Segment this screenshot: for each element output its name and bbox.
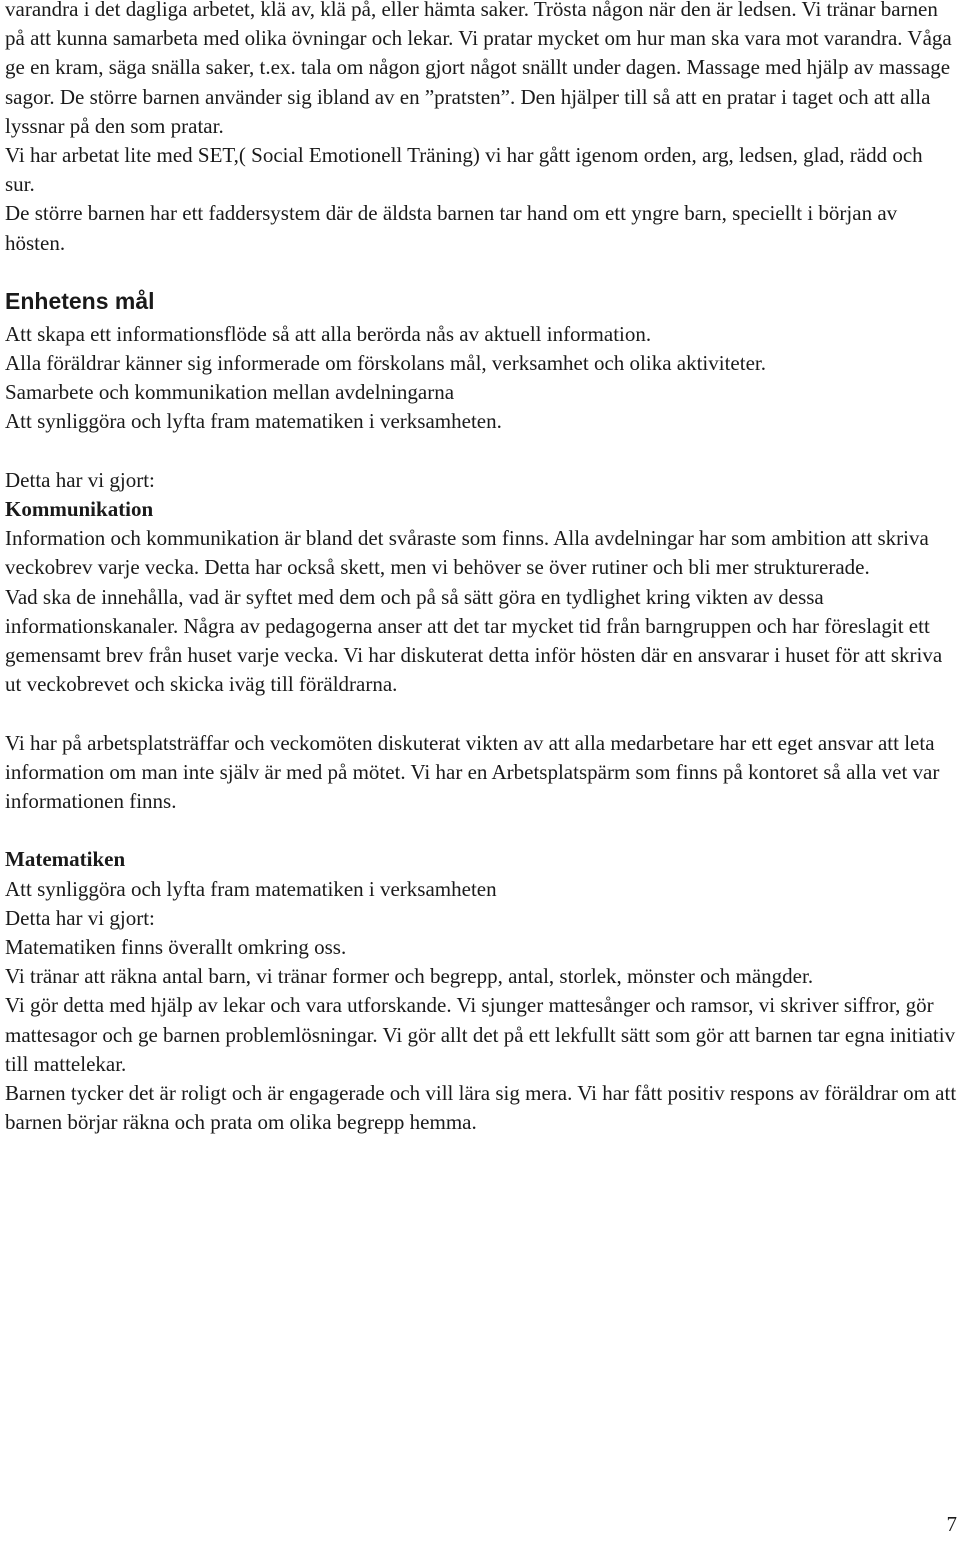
matematiken-done-label: Detta har vi gjort: — [5, 905, 155, 930]
matematiken-paragraph-2: Vi gör detta med hjälp av lekar och vara utforskande. Vi sjunger mattesånger och ramsor, vi skriver siffror, gör mattesagor och ge barnen problemlösningar. Vi gör allt det på ett lekfullt sätt som gör att barnen tar egna initiativ till mattelekar. — [5, 993, 956, 1076]
kommunikation-paragraph-1: Information och kommunikation är bland det svåraste som finns. Alla avdelningar har som ambition att skriva veckobrev varje vecka. Detta har också skett, men vi behöver se över rutiner och bli mer strukturerade. — [5, 526, 929, 580]
goal-item: Att skapa ett informationsflöde så att alla berörda nås av aktuell information. — [5, 321, 652, 346]
spacer — [5, 437, 957, 466]
matematiken-paragraph-3: Barnen tycker det är roligt och är engagerade och vill lära sig mera. Vi har fått positiv respons av föräldrar om att barnen börjar räkna och prata om olika begrepp hemma. — [5, 1081, 957, 1135]
kommunikation-paragraph-2: Vad ska de innehålla, vad är syftet med dem och på så sätt göra en tydlighet kring vikten av dessa informationskanaler. Några av pedagogerna anser att det tar mycket tid från barngruppen och har föreslagit ett gemensamt brev från huset varje vecka. Vi har diskuterat detta inför hösten där en ansvarar i huset för att skriva ut veckobrevet och skicka iväg till föräldrarna. — [5, 584, 943, 697]
intro-paragraph-2: Vi har arbetat lite med SET,( Social Emotionell Träning) vi har gått igenom orden, arg, ledsen, glad, rädd och sur. — [5, 143, 923, 197]
spacer — [5, 699, 957, 728]
page-number: 7 — [946, 1512, 957, 1536]
matematiken-title: Matematiken — [5, 847, 126, 872]
goal-item: Samarbete och kommunikation mellan avdelningarna — [5, 380, 455, 405]
matematiken-line: Matematiken finns överallt omkring oss. — [5, 935, 347, 960]
goal-item: Att synliggöra och lyfta fram matematiken i verksamheten. — [5, 409, 502, 434]
document-page — [5, 0, 957, 1137]
kommunikation-paragraph-3: Vi har på arbetsplatsträffar och veckomöten diskuterat vikten av att alla medarbetare har ett eget ansvar att leta information om man inte själv är med på mötet. Vi har en Arbetsplatspärm som finns på kontoret så alla vet var informationen finns. — [5, 730, 940, 814]
intro-paragraph-3: De större barnen har ett faddersystem där de äldsta barnen tar hand om ett yngre barn, speciellt i början av hösten. — [5, 201, 898, 255]
matematiken-paragraph-1: Vi tränar att räkna antal barn, vi tränar former och begrepp, antal, storlek, mönster och mängder. — [5, 964, 814, 989]
intro-paragraph-1: varandra i det dagliga arbetet, klä av, klä på, eller hämta saker. Trösta någon när den är ledsen. Vi tränar barnen på att kunna samarbeta med olika övningar och lekar. Vi pratar mycket om hur man ska vara mot varandra. Våga ge en kram, säga snälla saker, t.ex. tala om någon gjort något snällt under dagen. Massage med hjälp av massage sagor. De större barnen använder sig ibland av en ”pratsten”. Den hjälper till så att en pratar i taget och att alla lyssnar på den som pratar. — [5, 0, 952, 138]
done-label: Detta har vi gjort: — [5, 467, 155, 492]
spacer — [5, 816, 957, 845]
kommunikation-title: Kommunikation — [5, 497, 154, 522]
matematiken-goal: Att synliggöra och lyfta fram matematiken i verksamheten — [5, 876, 497, 901]
goal-item: Alla föräldrar känner sig informerade om förskolans mål, verksamhet och olika aktiviteter. — [5, 351, 766, 376]
section-heading: Enhetens mål — [5, 287, 155, 314]
